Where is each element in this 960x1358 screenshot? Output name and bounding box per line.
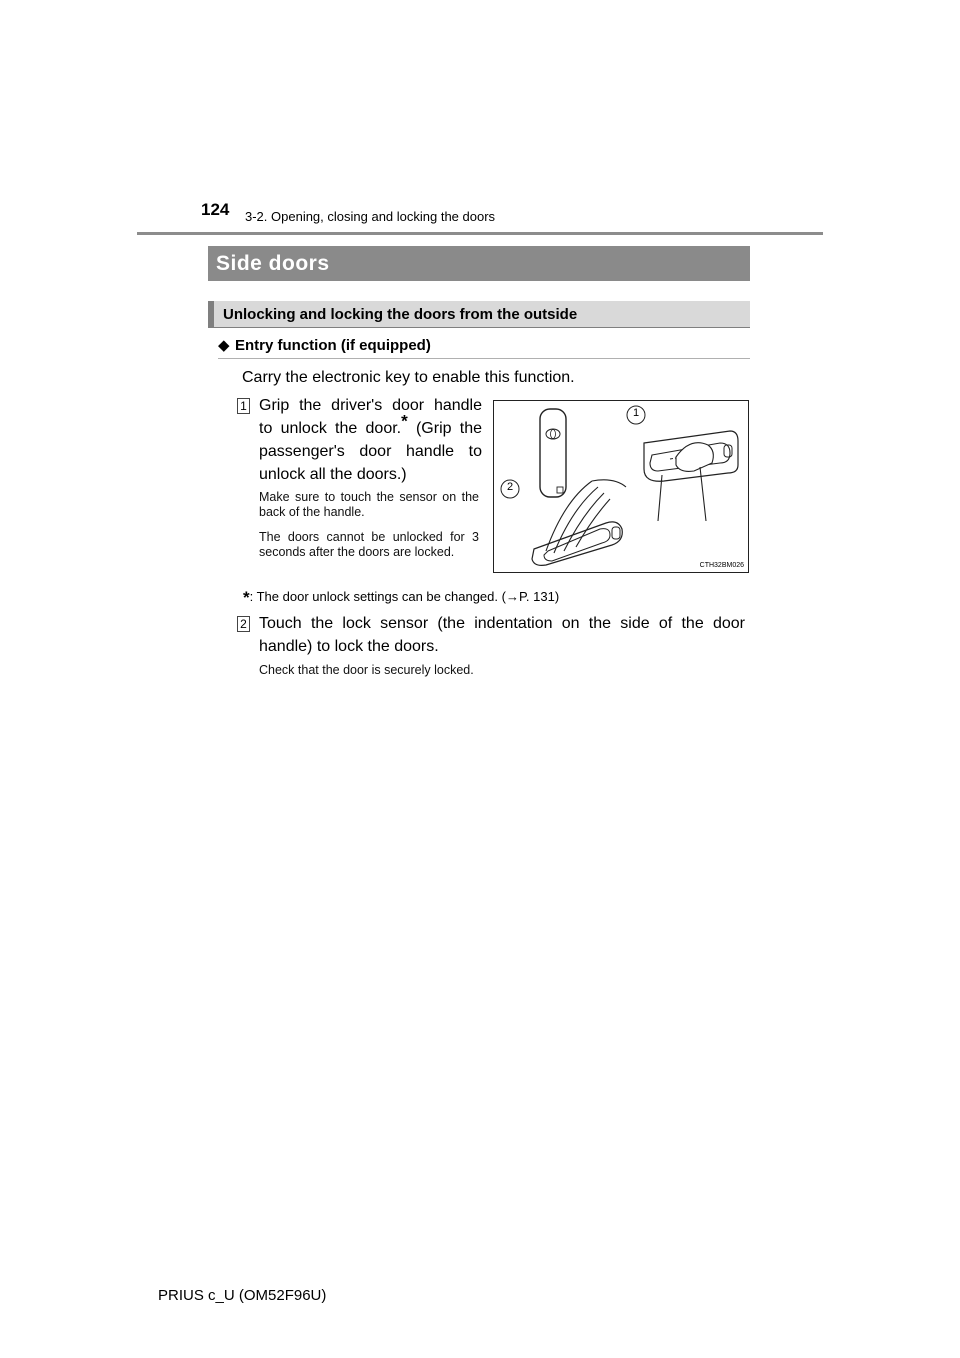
step-1-line-2: [259, 411, 483, 440]
page-number: 124: [201, 200, 230, 219]
callout-1-label: 1: [632, 407, 640, 419]
subheading-bar: [208, 301, 750, 328]
diamond-icon: ◆: [218, 337, 230, 354]
step-2-number: 2: [237, 616, 250, 632]
entry-function-heading-text: Entry function (if equipped): [235, 337, 431, 354]
step-1-note-1: Make sure to touch the sensor on the back of the handle.: [259, 490, 479, 519]
step-1-number: 1: [237, 398, 250, 414]
asterisk-mark: *: [401, 411, 408, 431]
step-1-line-2-prefix: to unlock the door.: [259, 420, 402, 437]
intro-text: Carry the electronic key to enable this function.: [242, 369, 575, 386]
smart-key-icon: [540, 409, 566, 497]
figure-code: CTH32BM026: [699, 562, 744, 569]
step-1-text: [259, 394, 482, 486]
subheading-text: Unlocking and locking the doors from the outside: [223, 305, 578, 323]
step-2-text: Touch the lock sensor (the indentation on the side of the door handle) to lock the doors.: [259, 615, 745, 655]
entry-function-heading: [218, 336, 431, 354]
footnote-star: *: [243, 588, 250, 607]
header-rule: [137, 232, 823, 235]
page-title-bar: [208, 246, 750, 281]
footnote-text-after: P. 131): [518, 589, 560, 604]
step-1-line-1: Grip the driver's door handle: [259, 397, 482, 414]
illustration-svg: [494, 401, 748, 572]
step-2-note: Check that the door is securely locked.: [259, 663, 474, 677]
step-1-line-3: passenger's door handle to: [259, 443, 482, 460]
footnote: [243, 588, 559, 608]
door-handle-illustration: [493, 400, 749, 573]
heading-rule: [218, 358, 750, 359]
step-1-line-2-suffix: (Grip the: [407, 420, 483, 437]
arrow-icon: →: [505, 589, 519, 604]
section-title: 3-2. Opening, closing and locking the doors: [245, 209, 496, 224]
footnote-text-before: : The door unlock settings can be changed. (: [249, 589, 506, 604]
page-title: Side doors: [216, 251, 330, 275]
step-1-note-2: The doors cannot be unlocked for 3 seconds after the doors are locked.: [259, 530, 479, 559]
callout-2-label: 2: [506, 481, 514, 493]
step-1-line-4: unlock all the doors.): [259, 466, 407, 483]
footer-model-code: PRIUS c_U (OM52F96U): [158, 1287, 327, 1304]
